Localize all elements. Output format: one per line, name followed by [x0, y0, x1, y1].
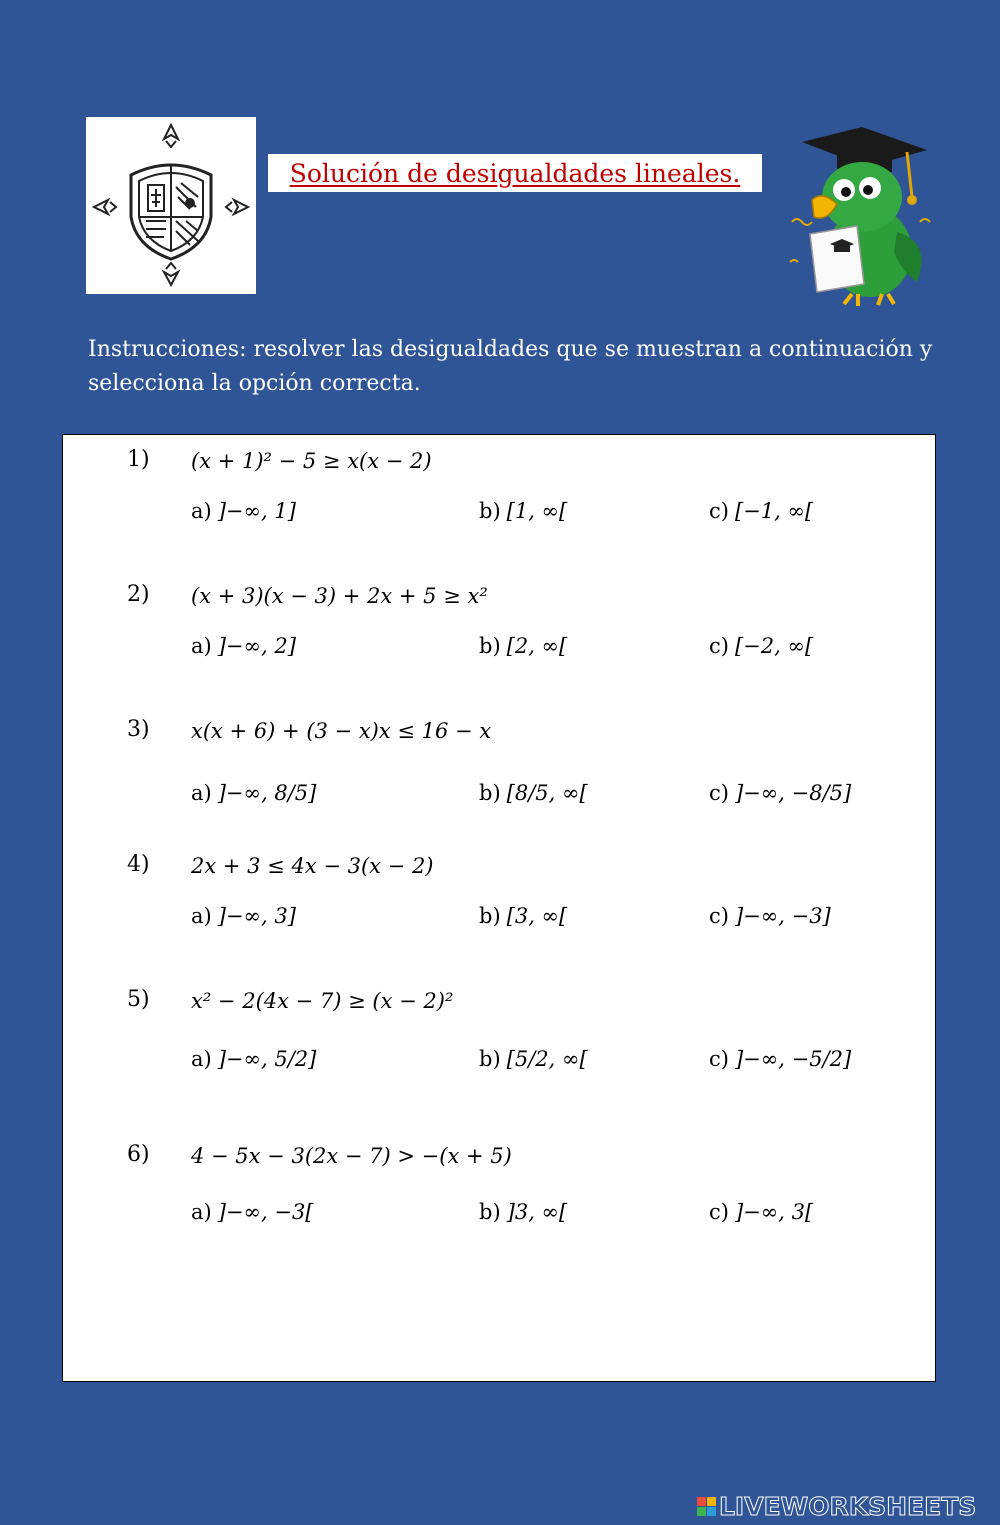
brand-text: LIVEWORKSHEETS	[719, 1492, 977, 1521]
questions-panel	[62, 434, 936, 1382]
option-label: c)	[709, 904, 729, 928]
option-value: ]3, ∞[	[506, 1200, 568, 1224]
option-label: c)	[709, 1047, 729, 1071]
question-expression: x² − 2(4x − 7) ≥ (x − 2)²	[191, 989, 454, 1013]
page-title: Solución de desigualdades lineales.	[289, 158, 741, 188]
option-value: [−2, ∞[	[734, 634, 814, 658]
option-b[interactable]	[479, 1200, 567, 1224]
question-number: 6)	[127, 1142, 150, 1167]
option-label: a)	[191, 634, 212, 658]
question-expression: (x + 3)(x − 3) + 2x + 5 ≥ x²	[191, 584, 488, 608]
option-label: a)	[191, 499, 212, 523]
option-label: a)	[191, 904, 212, 928]
option-value: [5/2, ∞[	[506, 1047, 588, 1071]
school-crest-icon	[86, 117, 256, 294]
option-value: [1, ∞[	[506, 499, 568, 523]
question-number: 5)	[127, 987, 150, 1012]
option-value: ]−∞, 2]	[217, 634, 296, 658]
option-label: b)	[479, 1047, 501, 1071]
question-expression: 4 − 5x − 3(2x − 7) > −(x + 5)	[191, 1144, 512, 1168]
option-label: a)	[191, 1047, 212, 1071]
option-b[interactable]	[479, 634, 567, 658]
question-number: 3)	[127, 717, 150, 742]
option-label: c)	[709, 634, 729, 658]
option-label: b)	[479, 634, 501, 658]
question-number: 4)	[127, 852, 150, 877]
option-value: [−1, ∞[	[734, 499, 814, 523]
graduate-parrot-icon	[782, 122, 942, 307]
option-c[interactable]	[709, 499, 813, 523]
option-a[interactable]	[191, 634, 296, 658]
option-value: ]−∞, 5/2]	[217, 1047, 317, 1071]
option-value: ]−∞, 3]	[217, 904, 296, 928]
option-value: ]−∞, −5/2]	[734, 1047, 852, 1071]
option-label: b)	[479, 499, 501, 523]
title-box	[268, 154, 762, 192]
option-value: [3, ∞[	[506, 904, 568, 928]
liveworksheets-icon	[697, 1497, 716, 1516]
option-label: a)	[191, 781, 212, 805]
question-number: 2)	[127, 582, 150, 607]
option-label: c)	[709, 499, 729, 523]
option-value: ]−∞, −8/5]	[734, 781, 852, 805]
option-b[interactable]	[479, 1047, 588, 1071]
option-value: ]−∞, 8/5]	[217, 781, 317, 805]
option-b[interactable]	[479, 904, 567, 928]
option-label: b)	[479, 904, 501, 928]
question-number: 1)	[127, 447, 150, 472]
option-b[interactable]	[479, 781, 588, 805]
option-value: ]−∞, 1]	[217, 499, 296, 523]
option-label: b)	[479, 1200, 501, 1224]
option-label: c)	[709, 781, 729, 805]
option-c[interactable]	[709, 634, 813, 658]
question-expression: (x + 1)² − 5 ≥ x(x − 2)	[191, 449, 432, 473]
question-expression: 2x + 3 ≤ 4x − 3(x − 2)	[191, 854, 434, 878]
option-label: b)	[479, 781, 501, 805]
option-value: [8/5, ∞[	[506, 781, 588, 805]
option-value: ]−∞, −3[	[217, 1200, 314, 1224]
option-value: [2, ∞[	[506, 634, 568, 658]
option-value: ]−∞, −3]	[734, 904, 831, 928]
option-label: a)	[191, 1200, 212, 1224]
liveworksheets-logo[interactable]	[697, 1492, 976, 1521]
option-c[interactable]	[709, 781, 851, 805]
option-b[interactable]	[479, 499, 567, 523]
option-c[interactable]	[709, 904, 831, 928]
option-a[interactable]	[191, 904, 296, 928]
option-a[interactable]	[191, 499, 296, 523]
option-c[interactable]	[709, 1047, 851, 1071]
instructions: Instrucciones: resolver las desigualdades que se muestran a continuación y selecciona la opción correcta.	[88, 337, 933, 396]
option-a[interactable]	[191, 1047, 316, 1071]
option-value: ]−∞, 3[	[734, 1200, 814, 1224]
option-label: c)	[709, 1200, 729, 1224]
option-c[interactable]	[709, 1200, 813, 1224]
question-expression: x(x + 6) + (3 − x)x ≤ 16 − x	[191, 719, 492, 743]
option-a[interactable]	[191, 1200, 314, 1224]
option-a[interactable]	[191, 781, 316, 805]
